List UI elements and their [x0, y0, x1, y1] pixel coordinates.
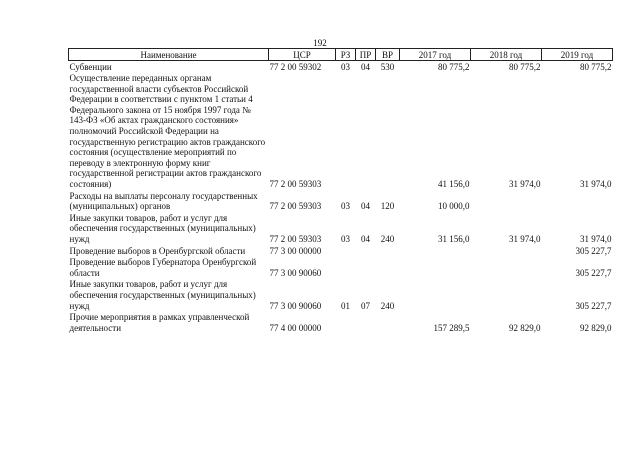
row-pr: [356, 245, 376, 257]
table-row: [69, 257, 613, 279]
row-rz: 03: [341, 234, 350, 244]
table-row: [69, 312, 613, 334]
row-rz: [336, 73, 356, 191]
table-row: [69, 190, 613, 212]
row-name: Осуществление переданных органам государственной власти субъектов Российской Федерации в соответствии с пунктом 1 статьи 4 Федерального закона от 15 ноября 1997 года № 143-ФЗ «Об актах гражданского состояния» полномочий Российской Федерации на государственную регистрацию актов гражданского состояния (осуществление мероприятий по переводу в электронную форму книг государственной регистрации актов гражданского состояния): [69, 73, 266, 190]
row-name: Субвенции: [69, 61, 112, 72]
row-2018: [471, 257, 542, 279]
row-csr: 77 3 00 00000: [269, 245, 322, 256]
row-2018: 80 775,2: [509, 61, 541, 72]
row-vr: 120: [380, 201, 395, 212]
header-2018: 2018 год: [471, 49, 542, 61]
row-pr: 04: [361, 201, 370, 212]
row-2019: 305 227,7: [575, 267, 612, 278]
row-vr: [376, 312, 400, 334]
row-2019: 305 227,7: [575, 245, 612, 256]
header-csr: ЦСР: [269, 49, 336, 61]
row-2018: 31 974,0: [509, 179, 541, 190]
header-name: Наименование: [69, 49, 269, 61]
row-2018: 92 829,0: [509, 322, 541, 333]
row-name: Проведение выборов Губернатора Оренбургской области: [69, 257, 257, 278]
table-row: [69, 279, 613, 312]
row-csr: 77 2 00 59303: [269, 179, 322, 190]
row-name: Проведение выборов в Оренбургской области: [69, 245, 246, 256]
row-rz: 03: [341, 201, 350, 212]
table-row: [69, 73, 613, 191]
table-row: [69, 245, 613, 257]
row-2018: [471, 279, 542, 312]
row-2017: 80 775,2: [438, 61, 470, 72]
row-csr: 77 2 00 59303: [269, 201, 322, 212]
row-rz: [336, 312, 356, 334]
header-2017: 2017 год: [400, 49, 471, 61]
budget-table: [68, 48, 613, 334]
row-pr: 04: [361, 61, 370, 72]
row-rz: 03: [341, 61, 350, 72]
row-pr: [356, 257, 376, 279]
row-name: Расходы на выплаты персоналу государственных (муниципальных) органов: [69, 190, 258, 212]
row-2017: 31 156,0: [438, 234, 470, 244]
row-pr: [356, 73, 376, 191]
row-rz: [336, 257, 356, 279]
row-2017: 10 000,0: [438, 201, 470, 212]
row-name: Иные закупки товаров, работ и услуг для обеспечения государственных (муниципальных) нужд: [69, 279, 256, 311]
row-name: Иные закупки товаров, работ и услуг для обеспечения государственных (муниципальных) нужд: [69, 212, 256, 244]
row-2019: 31 974,0: [580, 234, 612, 244]
header-rz: РЗ: [336, 49, 356, 61]
row-2019: 80 775,2: [580, 61, 612, 72]
row-2019: 305 227,7: [575, 300, 612, 311]
table-header-row: [69, 49, 613, 61]
row-pr: [356, 312, 376, 334]
row-csr: 77 3 00 90060: [269, 300, 322, 311]
page-number: 192: [313, 38, 327, 48]
row-rz: [336, 245, 356, 257]
row-csr: 77 4 00 00000: [269, 322, 322, 333]
row-2017: [400, 257, 471, 279]
header-2019: 2019 год: [542, 49, 613, 61]
row-rz: 01: [341, 300, 350, 311]
row-2017: [400, 279, 471, 312]
row-2018: [471, 190, 542, 212]
row-2017: [400, 245, 471, 257]
table-row: [69, 212, 613, 245]
row-vr: [376, 73, 400, 191]
row-2018: [471, 245, 542, 257]
row-2019: 31 974,0: [580, 179, 612, 190]
row-2018: 31 974,0: [509, 234, 541, 244]
row-2017: 157 289,5: [433, 322, 470, 333]
row-vr: 240: [380, 300, 395, 311]
row-csr: 77 2 00 59302: [269, 61, 322, 72]
row-name: Прочие мероприятия в рамках управленческой деятельности: [69, 312, 250, 333]
row-vr: [376, 245, 400, 257]
row-2019: [542, 190, 613, 212]
row-vr: 530: [380, 61, 395, 72]
row-2017: 41 156,0: [438, 179, 470, 190]
header-pr: ПР: [356, 49, 376, 61]
row-vr: [376, 257, 400, 279]
table-row: [69, 61, 613, 73]
row-pr: 04: [361, 234, 370, 244]
row-csr: 77 2 00 59303: [269, 234, 322, 244]
row-csr: 77 3 00 90060: [269, 267, 322, 278]
row-pr: 07: [361, 300, 370, 311]
header-vr: ВР: [376, 49, 400, 61]
row-2019: 92 829,0: [580, 322, 612, 333]
row-vr: 240: [380, 234, 395, 244]
